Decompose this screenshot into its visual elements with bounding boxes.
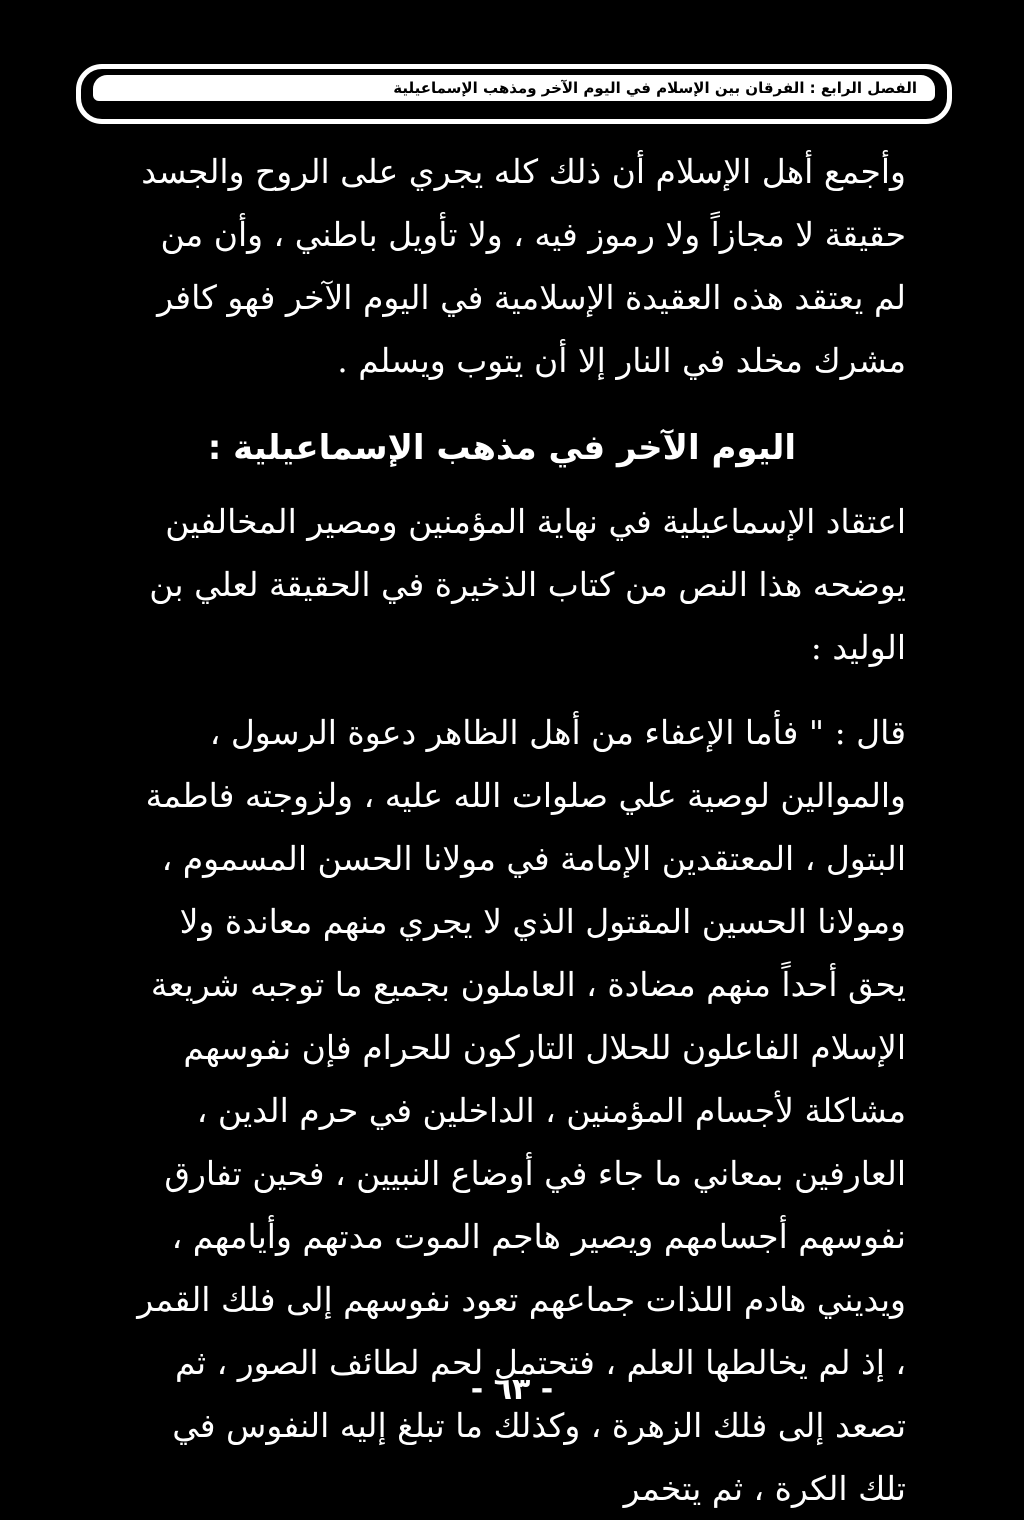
chapter-header-title: الفصل الرابع : الفرقان بين الإسلام في اليوم الآخر ومذهب الإسماعيلية — [93, 75, 935, 101]
paragraph-consensus: وأجمع أهل الإسلام أن ذلك كله يجري على الروح والجسد حقيقة لا مجازاً ولا رموز فيه ، ولا تأويل باطني ، وأن من لم يعتقد هذه العقيدة الإسلامية في اليوم الآخر فهو كافر مشرك مخلد في النار إلا أن يتوب ويسلم . — [141, 152, 906, 380]
chapter-header-bar — [76, 64, 952, 124]
page-number: - ٦٣ - — [470, 1372, 554, 1407]
page-body — [118, 140, 906, 1520]
paragraph-quotation: قال : " فأما الإعفاء من أهل الظاهر دعوة الرسول ، والموالين لوصية علي صلوات الله عليه ، ولزوجته فاطمة البتول ، المعتقدين الإمامة في مولانا الحسن المسموم ، ومولانا الحسين المقتول الذي لا يجري منهم معاندة ولا يحق أحداً منهم مضادة ، العاملون بجميع ما توجبه شريعة الإسلام الفاعلون للحلال التاركون للحرام فإن نفوسهم مشاكلة لأجسام المؤمنين ، الداخلين في حرم الدين ، العارفين بمعاني ما جاء في أوضاع النبيين ، فحين تفارق نفوسهم أجسامهم ويصير هاجم الموت مدتهم وأيامهم ، ويديني هادم اللذات جماعهم تعود نفوسهم إلى فلك القمر ، إذ لم يخالطها العلم ، فتحتمل لحم لطائف الصور ، ثم تصعد إلى فلك الزهرة ، وكذلك ما تبلغ إليه النفوس في تلك الكرة ، ثم يتخمر — [137, 713, 906, 1508]
paragraph-ismaili-belief: اعتقاد الإسماعيلية في نهاية المؤمنين ومصير المخالفين يوضحه هذا النص من كتاب الذخيرة في الحقيقة لعلي بن الوليد : — [149, 502, 906, 667]
section-heading: اليوم الآخر في مذهب الإسماعيلية : — [207, 428, 796, 468]
